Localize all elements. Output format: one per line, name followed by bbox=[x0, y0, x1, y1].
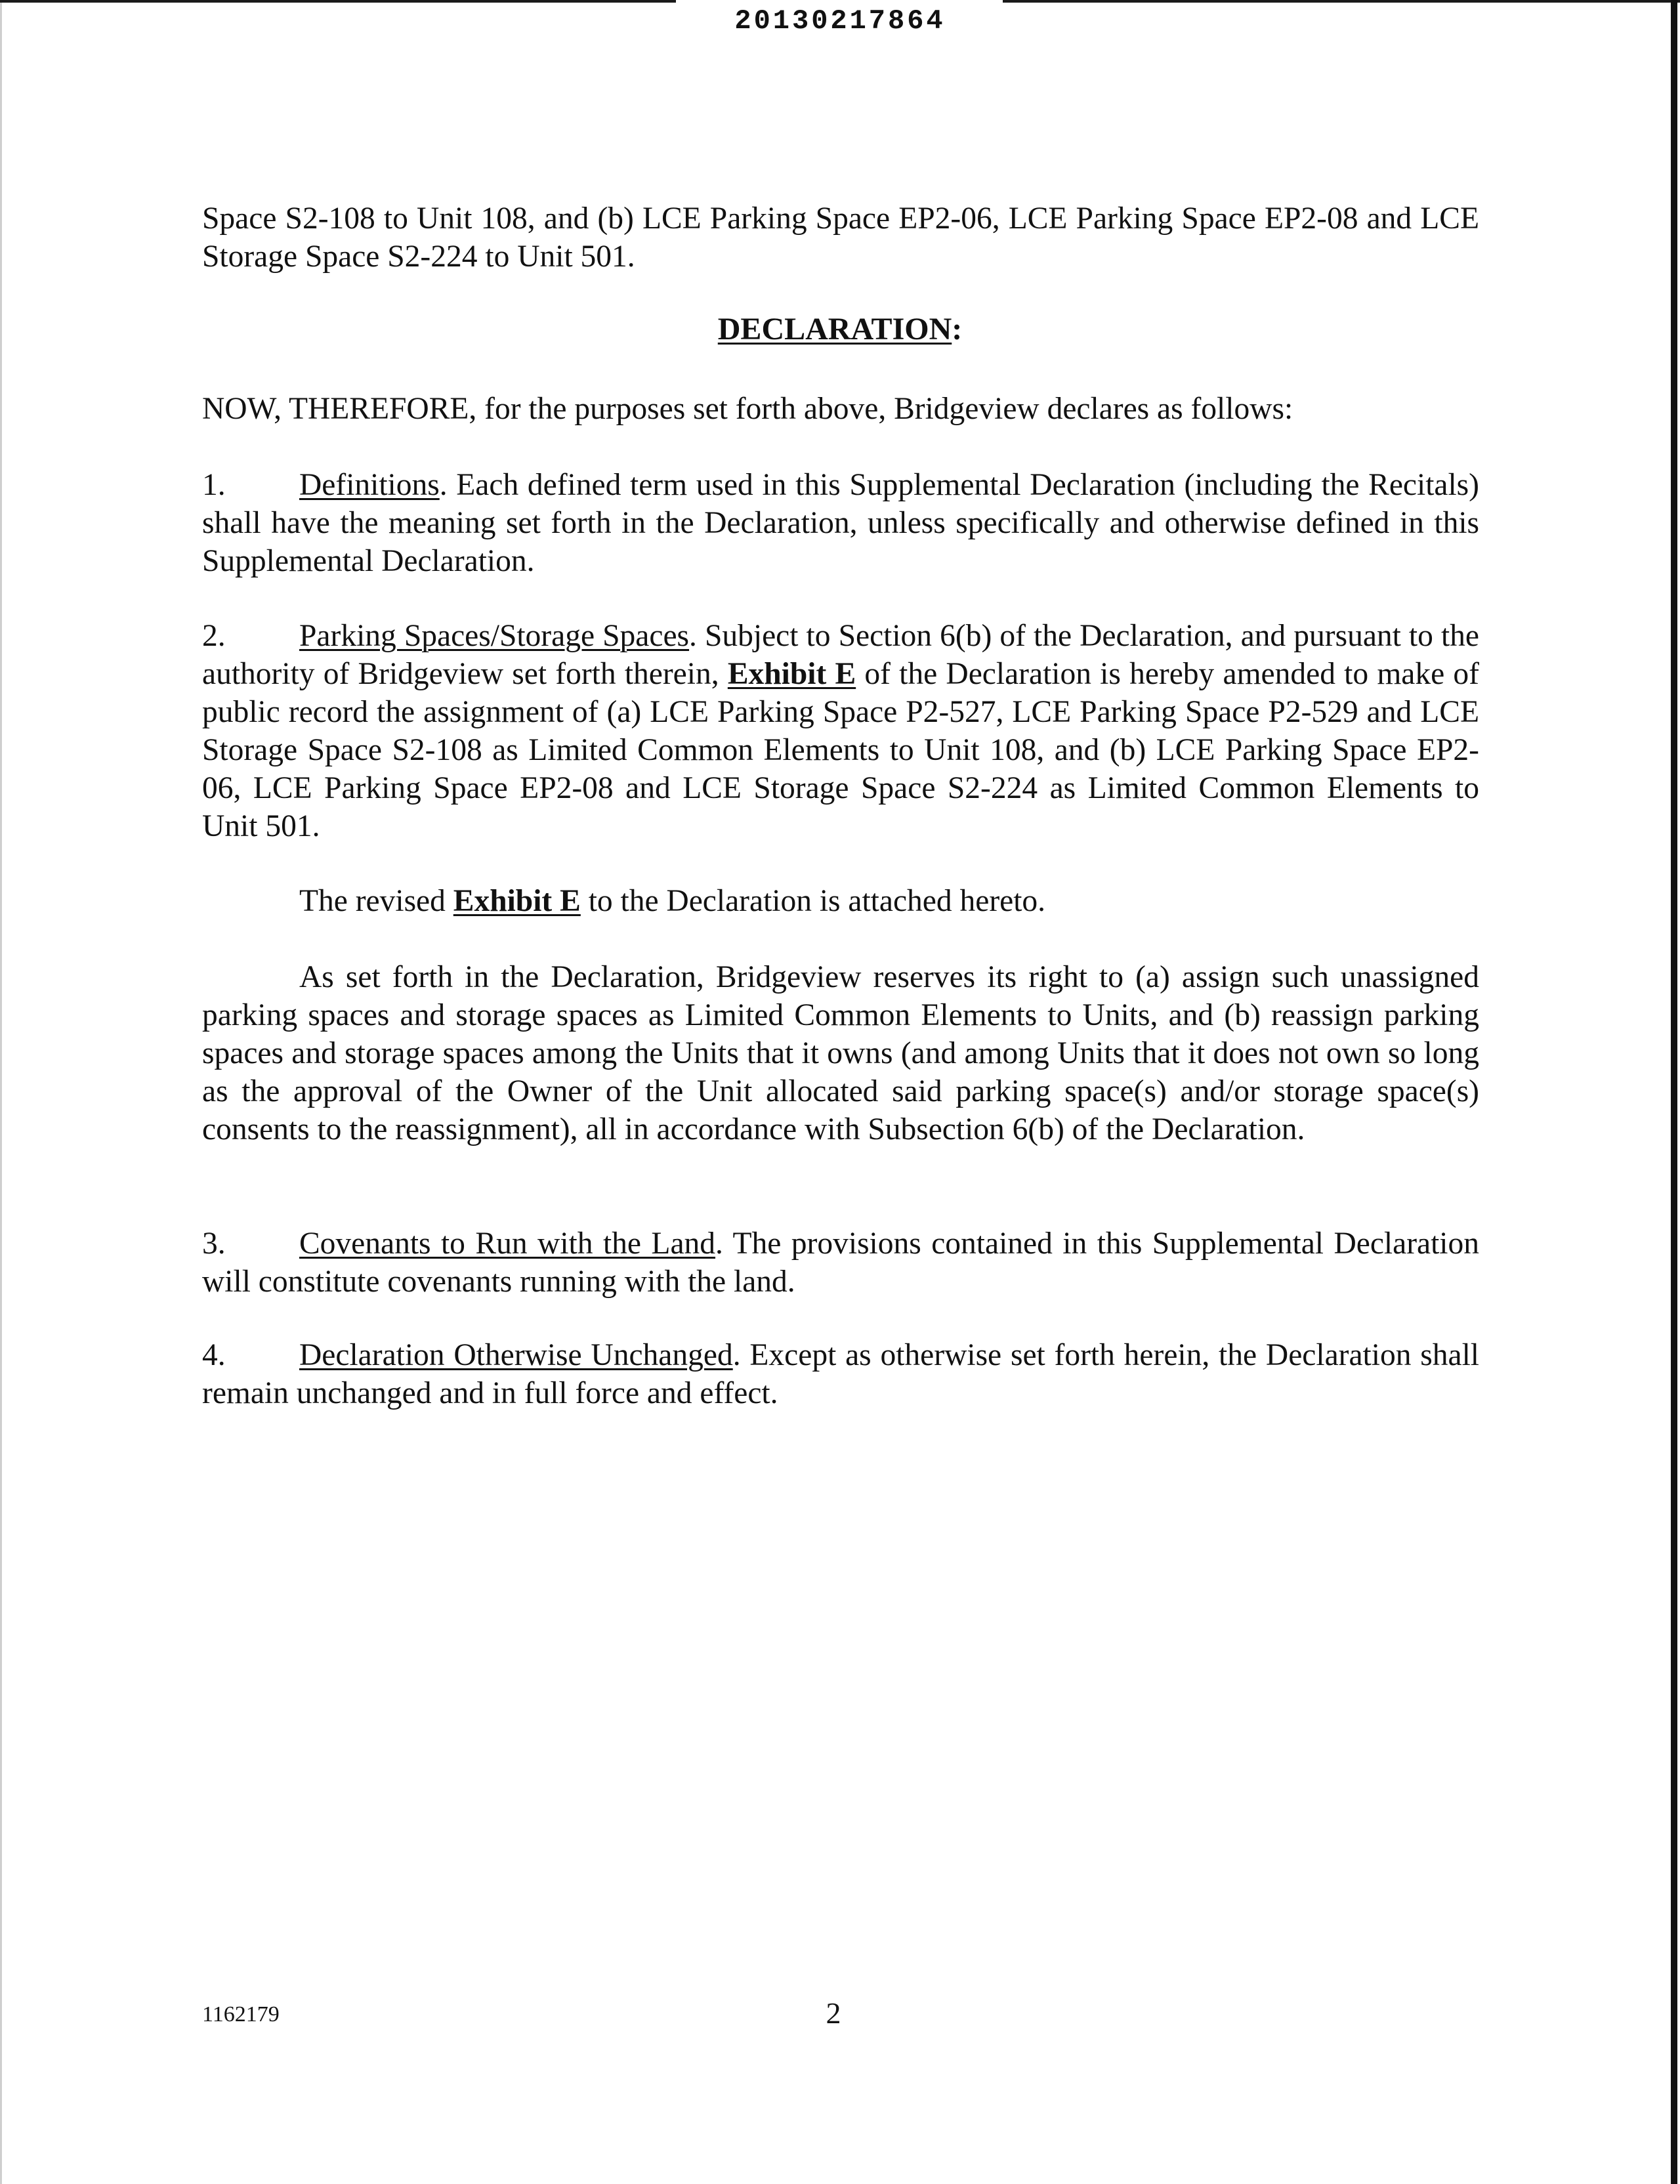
section-4-text: . Except as otherwise set forth herein, the Declaration shall remain unchanged and in full force and effect. bbox=[202, 1338, 1479, 1410]
section-2-paragraph bbox=[202, 617, 1479, 845]
declaration-heading bbox=[0, 310, 1680, 349]
section-1-paragraph bbox=[202, 466, 1479, 580]
section-3-text: . The provisions contained in this Supplemental Declaration will constitute covenants running with the land. bbox=[202, 1227, 1480, 1299]
section-4-title: Declaration Otherwise Unchanged bbox=[299, 1338, 733, 1372]
footer-page-number: 2 bbox=[826, 1996, 841, 2030]
revised-exhibit-text-b: to the Declaration is attached hereto. bbox=[580, 884, 1046, 918]
declaration-heading-text: DECLARATION bbox=[717, 312, 952, 346]
section-3-title: Covenants to Run with the Land bbox=[299, 1227, 716, 1261]
section-2-exhibit-reference: Exhibit E bbox=[727, 657, 856, 691]
section-2-number: 2. bbox=[202, 619, 226, 653]
section-4-paragraph bbox=[202, 1336, 1479, 1412]
revised-exhibit-paragraph bbox=[202, 882, 1479, 920]
continuation-paragraph: Space S2-108 to Unit 108, and (b) LCE Parking Space EP2-06, LCE Parking Space EP2-08 and LCE Storage Space S2-224 to Unit 501. bbox=[202, 201, 1479, 274]
recording-number: 20130217864 bbox=[734, 5, 946, 37]
section-3-number: 3. bbox=[202, 1227, 226, 1261]
declaration-intro: NOW, THEREFORE, for the purposes set forth above, Bridgeview declares as follows: bbox=[202, 392, 1293, 426]
section-2-title: Parking Spaces/Storage Spaces bbox=[299, 619, 690, 653]
section-1-number: 1. bbox=[202, 468, 226, 502]
revised-exhibit-reference: Exhibit E bbox=[453, 884, 581, 918]
section-2-text-b: of the Declaration is hereby amended to make of public record the assignment of (a) LCE Parking Space P2-527, LCE Parking Space P2-529 and LCE Storage Space S2-108 as Limited Common Elements to Unit 108, and (b) LCE Parking Space EP2-06, LCE Parking Space EP2-08 and LCE Storage Space S2-224 as Limited Common Elements to Unit 501. bbox=[202, 657, 1479, 843]
section-4-number: 4. bbox=[202, 1338, 226, 1372]
section-2-text-a: . Subject to Section 6(b) of the Declaration, and pursuant to the authority of Bridgeview set forth therein, bbox=[202, 619, 1479, 691]
reservation-paragraph: As set forth in the Declaration, Bridgeview reserves its right to (a) assign such unassigned parking spaces and storage spaces as Limited Common Elements to Units, and (b) reassign parking spaces and storage spaces among the Units that it owns (and among Units that it does not own so long as the approval of the Owner of the Unit allocated said parking space(s) and/or storage space(s) consents to the reassignment), all in accordance with Subsection 6(b) of the Declaration. bbox=[202, 960, 1479, 1146]
revised-exhibit-text-a: The revised bbox=[299, 884, 453, 918]
footer-document-id: 1162179 bbox=[202, 2002, 280, 2026]
section-1-title: Definitions bbox=[299, 468, 440, 502]
section-3-paragraph bbox=[202, 1225, 1479, 1301]
declaration-heading-colon: : bbox=[952, 312, 963, 346]
section-1-text: . Each defined term used in this Supplemental Declaration (including the Recitals) shall have the meaning set forth in the Declaration, unless specifically and otherwise defined in this Supplemental Declaration. bbox=[202, 468, 1479, 578]
